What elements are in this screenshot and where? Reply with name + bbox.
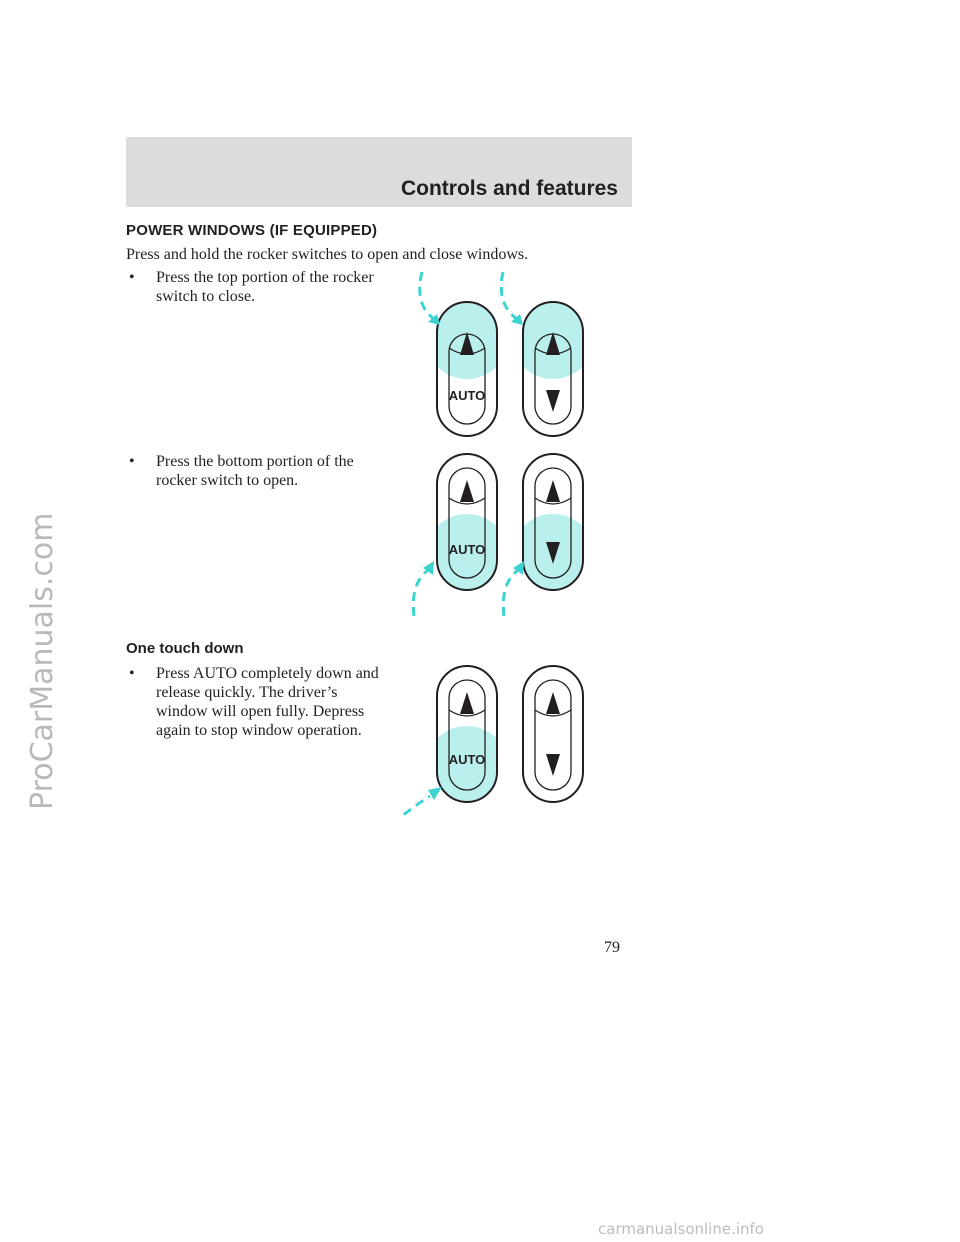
bullet-marker: • bbox=[129, 269, 135, 286]
driver-rocker-switch bbox=[425, 454, 509, 598]
up-arrow-icon bbox=[460, 480, 474, 502]
bullet-text: Press AUTO completely down and release quickly. The driver’s window will open fully. Depress again to stop window operation. bbox=[156, 665, 379, 739]
auto-label: AUTO bbox=[448, 752, 486, 767]
subheading-one-touch-down: One touch down bbox=[126, 640, 244, 657]
intro-text: Press and hold the rocker switches to open and close windows. bbox=[126, 246, 529, 263]
bullet-marker: • bbox=[129, 665, 135, 682]
auto-label: AUTO bbox=[448, 388, 486, 403]
passenger-rocker-switch bbox=[511, 295, 595, 436]
side-watermark-text: ProCarManuals.com bbox=[25, 512, 60, 810]
passenger-rocker-switch bbox=[523, 666, 583, 802]
press-indicator-arrows bbox=[400, 787, 442, 824]
up-arrow-icon bbox=[546, 692, 560, 714]
footer-watermark: carmanualsonline.info bbox=[598, 1220, 764, 1238]
figure-close-switches bbox=[400, 262, 600, 442]
page-number: 79 bbox=[604, 939, 620, 956]
passenger-rocker-switch bbox=[511, 454, 595, 598]
figure-one-touch-down bbox=[400, 656, 600, 836]
auto-label: AUTO bbox=[448, 542, 486, 557]
side-watermark bbox=[4, 460, 64, 820]
bullet-marker: • bbox=[129, 453, 135, 470]
section-title: Controls and features bbox=[400, 177, 618, 200]
bullet-open bbox=[126, 452, 391, 490]
up-arrow-icon bbox=[546, 480, 560, 502]
figure-open-switches bbox=[400, 444, 600, 624]
page-heading: POWER WINDOWS (IF EQUIPPED) bbox=[126, 222, 378, 239]
section-header bbox=[126, 137, 632, 207]
bullet-text: Press the top portion of the rocker switch to close. bbox=[156, 269, 374, 305]
bullet-one-touch bbox=[126, 664, 391, 740]
bullet-close bbox=[126, 268, 391, 306]
down-arrow-icon bbox=[546, 754, 560, 776]
driver-rocker-switch bbox=[425, 295, 509, 436]
bullet-text: Press the bottom portion of the rocker switch to open. bbox=[156, 453, 354, 489]
up-arrow-icon bbox=[460, 692, 474, 714]
down-arrow-icon bbox=[546, 390, 560, 412]
